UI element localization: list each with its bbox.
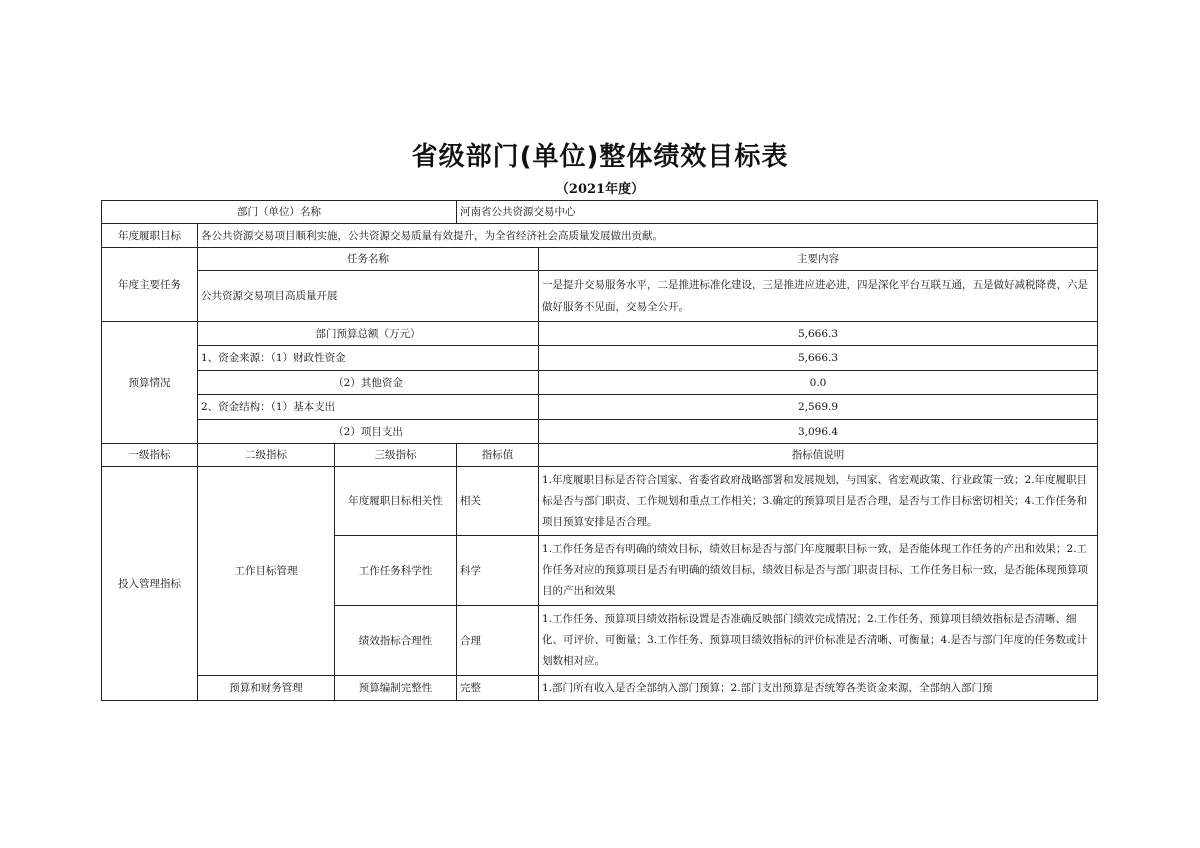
dept-value: 河南省公共资源交易中心 <box>457 201 1098 224</box>
indicator-level1: 投入管理指标 <box>102 467 198 701</box>
indicator-desc: 1.工作任务是否有明确的绩效目标，绩效目标是否与部门年度履职目标一致，是否能体现工作任务的产出和效果；2.工作任务对应的预算项目是否有明确的绩效目标，绩效目标是否与部门职责目标、工作任务目标一致，是否能体现预算项目的产出和效果 <box>539 536 1098 606</box>
budget-row-value: 2,569.9 <box>539 395 1098 420</box>
header-desc: 指标值说明 <box>539 444 1098 467</box>
tasks-row <box>102 271 1098 322</box>
budget-row-value: 5,666.3 <box>539 346 1098 371</box>
header-level2: 二级指标 <box>198 444 335 467</box>
tasks-col-content: 主要内容 <box>539 248 1098 271</box>
budget-row <box>102 346 1098 371</box>
annual-goal-label: 年度履职目标 <box>102 224 198 248</box>
year-subtitle: （2021年度） <box>555 182 645 197</box>
indicator-level2: 工作目标管理 <box>198 467 335 676</box>
page-title: 省级部门(单位)整体绩效目标表 <box>411 142 789 172</box>
indicator-desc: 1.工作任务、预算项目绩效指标设置是否准确反映部门绩效完成情况；2.工作任务、预算项目绩效指标是否清晰、细化、可评价、可衡量；3.工作任务、预算项目绩效指标的评价标准是否清晰、可衡量；4.是否与部门年度的任务数或计划数相对应。 <box>539 606 1098 676</box>
indicator-desc: 1.年度履职目标是否符合国家、省委省政府战略部署和发展规划，与国家、省宏观政策、行业政策一致；2.年度履职目标是否与部门职责、工作规划和重点工作相关；3.确定的预算项目是否合理，是否与工作目标密切相关；4.工作任务和项目预算安排是否合理。 <box>539 467 1098 536</box>
budget-row-value: 5,666.3 <box>539 322 1098 346</box>
budget-row-label: 1、资金来源：（1）财政性资金 <box>198 346 539 371</box>
indicator-level3: 年度履职目标相关性 <box>335 467 457 536</box>
budget-row-label: （2）项目支出 <box>198 420 539 444</box>
budget-row <box>102 420 1098 444</box>
indicator-desc: 1.部门所有收入是否全部纳入部门预算；2.部门支出预算是否统筹各类资金来源，全部纳入部门预 <box>539 676 1098 701</box>
indicator-level2: 预算和财务管理 <box>198 676 335 701</box>
tasks-col-name: 任务名称 <box>198 248 539 271</box>
task-content: 一是提升交易服务水平，二是推进标准化建设，三是推进应进必进，四是深化平台互联互通，五是做好减税降费，六是做好服务不见面，交易全公开。 <box>539 271 1098 322</box>
tasks-header-row <box>102 248 1098 271</box>
indicator-value: 相关 <box>457 467 539 536</box>
indicator-header-row <box>102 444 1098 467</box>
budget-row-value: 0.0 <box>539 371 1098 395</box>
budget-row <box>102 322 1098 346</box>
indicator-level3: 工作任务科学性 <box>335 536 457 606</box>
budget-row <box>102 371 1098 395</box>
tasks-label: 年度主要任务 <box>102 248 198 322</box>
indicator-row <box>102 467 1098 536</box>
indicator-row <box>102 676 1098 701</box>
header-value: 指标值 <box>457 444 539 467</box>
budget-row-value: 3,096.4 <box>539 420 1098 444</box>
budget-row-label: 2、资金结构：（1）基本支出 <box>198 395 539 420</box>
budget-row-label: 部门预算总额（万元） <box>198 322 539 346</box>
annual-goal-row <box>102 224 1098 248</box>
budget-row-label: （2）其他资金 <box>198 371 539 395</box>
indicator-level3: 预算编制完整性 <box>335 676 457 701</box>
annual-goal-value: 各公共资源交易项目顺利实施，公共资源交易质量有效提升，为全省经济社会高质量发展做出贡献。 <box>198 224 1098 248</box>
header-level1: 一级指标 <box>102 444 198 467</box>
budget-label: 预算情况 <box>102 322 198 444</box>
indicator-level3: 绩效指标合理性 <box>335 606 457 676</box>
indicator-value: 完整 <box>457 676 539 701</box>
indicator-value: 科学 <box>457 536 539 606</box>
header-level3: 三级指标 <box>335 444 457 467</box>
dept-label: 部门（单位）名称 <box>102 201 457 224</box>
performance-table <box>101 200 1098 701</box>
dept-row <box>102 201 1098 224</box>
task-name: 公共资源交易项目高质量开展 <box>198 271 539 322</box>
indicator-value: 合理 <box>457 606 539 676</box>
budget-row <box>102 395 1098 420</box>
